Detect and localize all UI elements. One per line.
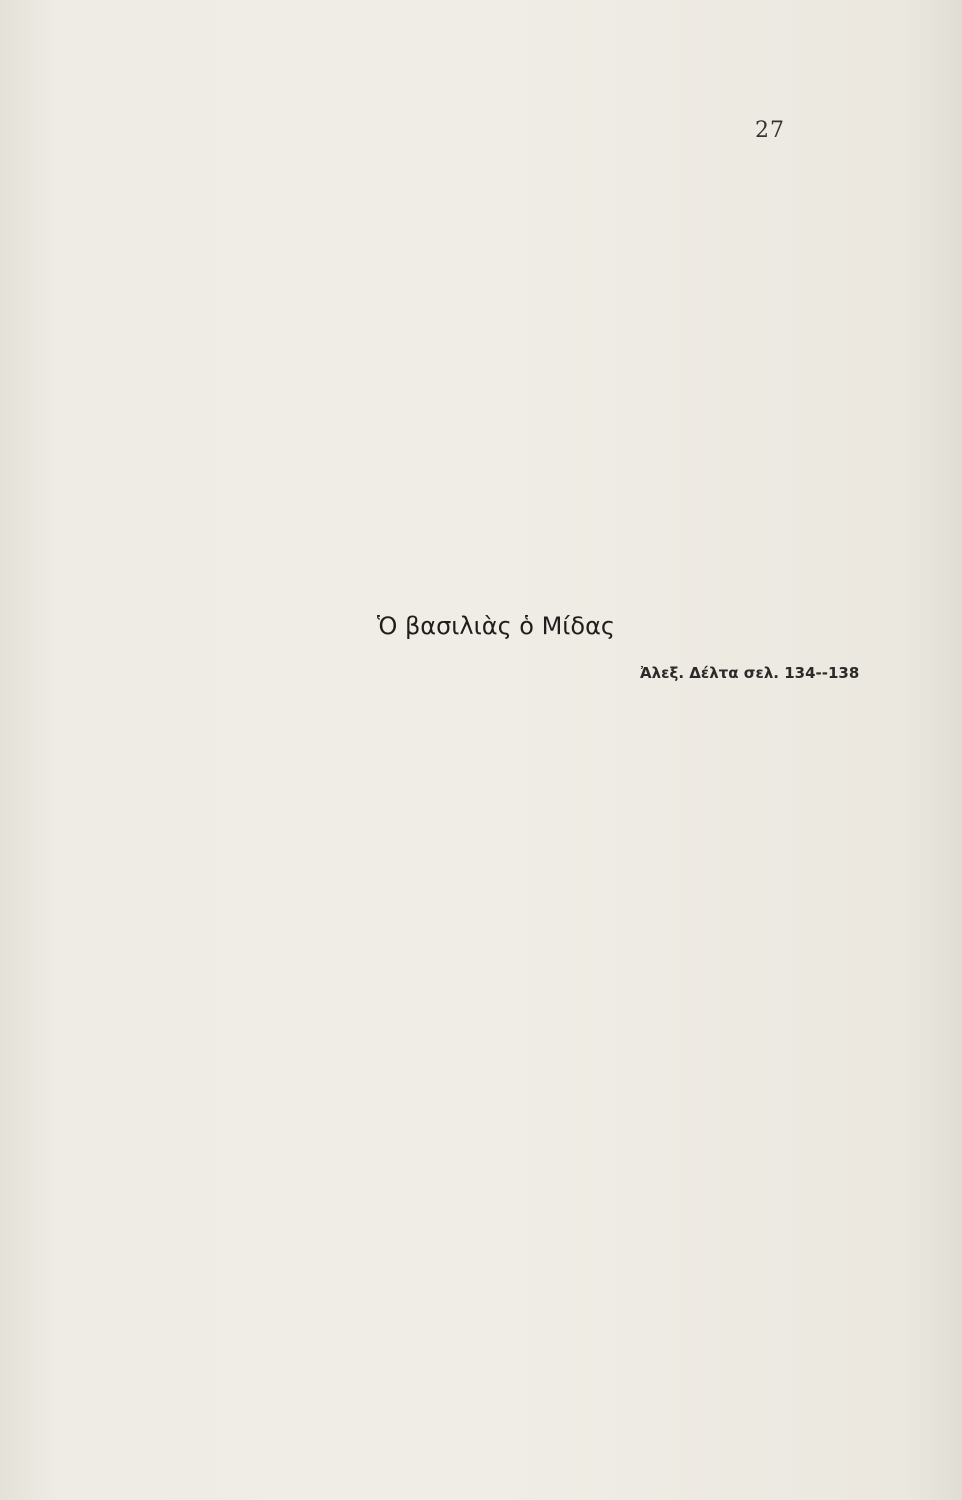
source-reference: Ἀλεξ. Δέλτα σελ. 134--138: [640, 664, 860, 682]
page-number: 27: [755, 118, 785, 143]
chapter-heading: Ὁ βασιλιὰς ὁ Μίδας: [376, 612, 616, 640]
